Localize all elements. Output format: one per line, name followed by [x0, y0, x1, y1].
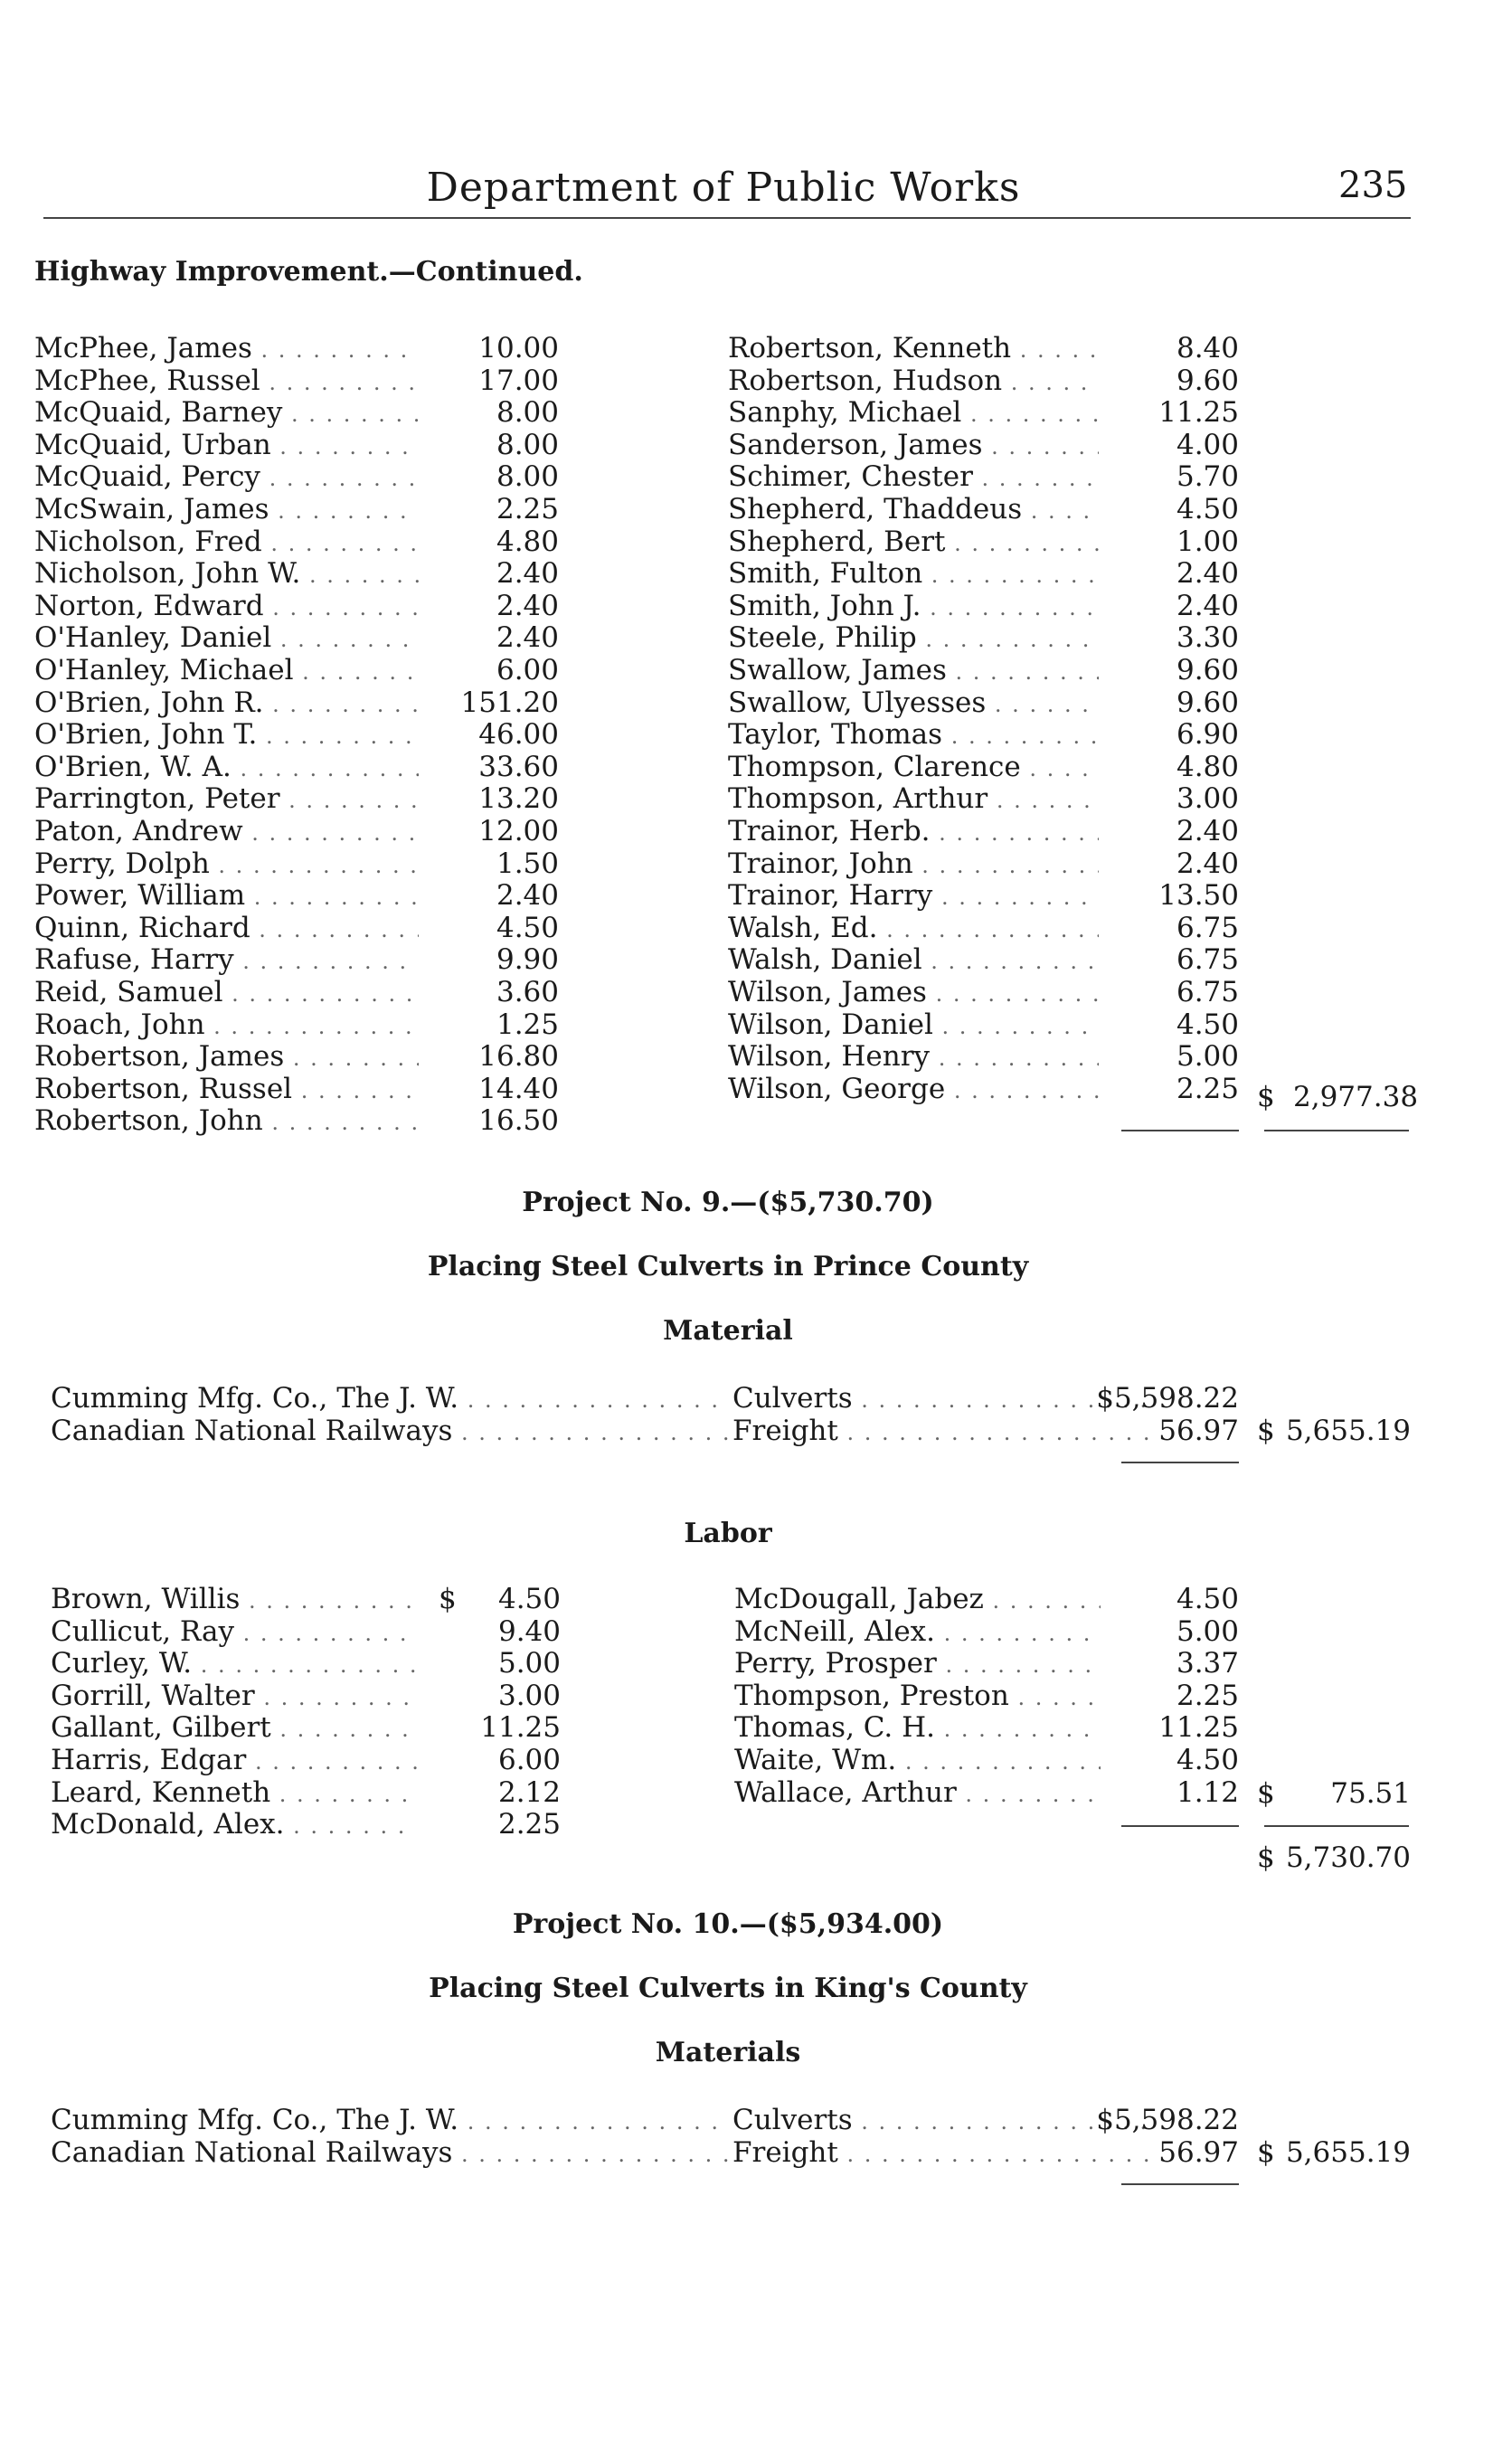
entry-amount: 16.50: [478, 1104, 559, 1138]
entry-amount: 3.60: [496, 976, 559, 1008]
material-amount: $5,598.22: [1096, 1382, 1239, 1415]
entry-name: O'Hanley, Michael . . .: [34, 654, 419, 688]
entry-name: Shepherd, Thaddeus . . .: [728, 493, 1099, 527]
entry-amount: 2.40: [1176, 557, 1239, 591]
entry-amount: 4.80: [1176, 750, 1239, 783]
material-supplier: Canadian National Railways . . .: [51, 1415, 729, 1449]
highway-entry-row: [34, 718, 559, 751]
highway-entry-row: [34, 879, 559, 912]
highway-entry-row: [34, 621, 559, 654]
material-row: [51, 2136, 1239, 2169]
highway-entry-row: [34, 751, 559, 783]
labor-entry-row: [51, 1647, 561, 1680]
material-item: Freight . . .: [732, 2136, 1148, 2171]
highway-entry-row: [34, 1104, 559, 1137]
entry-amount: 1.12: [1176, 1775, 1239, 1809]
project-9-labor-total-dollar: $: [1257, 1777, 1275, 1810]
highway-entry-row: [728, 751, 1239, 783]
material-supplier: Canadian National Railways . . .: [51, 2136, 729, 2171]
highway-entry-row: [34, 332, 559, 364]
highway-entry-row: [34, 429, 559, 461]
entry-name: Harris, Edgar . . .: [51, 1744, 417, 1778]
entry-name: Curley, W. . . .: [51, 1647, 417, 1681]
highway-entry-row: [728, 590, 1239, 622]
highway-entry-row: [728, 847, 1239, 880]
highway-total-amount: 2,977.38: [1293, 1081, 1419, 1113]
entry-name: Quinn, Richard . . .: [34, 912, 419, 946]
entry-name: Paton, Andrew . . .: [34, 815, 419, 849]
entry-name: Walsh, Ed. . . .: [728, 912, 1099, 946]
material-item: Culverts . . .: [732, 1382, 1148, 1416]
entry-name: McNeill, Alex. . . .: [734, 1615, 1101, 1650]
highway-entry-row: [728, 364, 1239, 397]
material-item: Freight . . .: [732, 1415, 1148, 1449]
entry-name: Roach, John . . .: [34, 1008, 419, 1043]
entry-amount: 2.40: [1176, 815, 1239, 847]
entry-amount: 4.50: [497, 1583, 561, 1615]
project-9-labor-rule: [1121, 1825, 1239, 1827]
entry-name: Power, William . . .: [34, 879, 419, 913]
entry-amount: 151.20: [460, 686, 559, 719]
highway-entry-row: [728, 782, 1239, 815]
entry-amount: 13.20: [478, 782, 559, 816]
entry-name: Norton, Edward . . .: [34, 590, 419, 624]
header-rule: [43, 217, 1411, 219]
entry-amount: 3.37: [1176, 1647, 1239, 1680]
labor-entry-row: [51, 1615, 561, 1648]
entry-name: O'Brien, W. A. . . .: [34, 751, 419, 785]
entry-name: Schimer, Chester . . .: [728, 460, 1099, 495]
material-supplier: Cumming Mfg. Co., The J. W. . . .: [51, 1382, 729, 1416]
entry-amount: 13.50: [1158, 879, 1239, 913]
project-9-material-rule: [1121, 1462, 1239, 1463]
entry-name: Thomas, C. H. . . .: [734, 1711, 1101, 1746]
page-header-title: Department of Public Works: [426, 165, 1021, 211]
entry-amount: 17.00: [478, 364, 559, 397]
highway-entry-row: [728, 718, 1239, 751]
project-9-grand-total-dollar: $: [1257, 1841, 1275, 1874]
highway-sum-rule: [1121, 1130, 1239, 1131]
entry-amount: 6.75: [1176, 911, 1239, 944]
highway-entry-row: [728, 943, 1239, 976]
highway-entry-row: [34, 460, 559, 493]
entry-amount: 2.40: [496, 879, 559, 913]
entry-name: McPhee, James . . .: [34, 332, 419, 366]
entry-name: McDonald, Alex. . . .: [51, 1808, 417, 1842]
entry-name: Perry, Prosper . . .: [734, 1647, 1101, 1681]
labor-entry-row: [734, 1744, 1239, 1776]
entry-name: McQuaid, Urban . . .: [34, 429, 419, 463]
entry-name: Walsh, Daniel . . .: [728, 943, 1099, 978]
highway-entry-row: [34, 782, 559, 815]
material-row: [51, 1382, 1239, 1415]
entry-name: Robertson, Hudson . . .: [728, 364, 1099, 399]
entry-amount: 4.50: [1176, 1744, 1239, 1776]
entry-name: Robertson, James . . .: [34, 1040, 419, 1074]
highway-entry-row: [728, 557, 1239, 590]
project-9-total-rule: [1264, 1825, 1409, 1827]
entry-amount: 2.40: [1176, 847, 1239, 880]
entry-name: Robertson, Kenneth . . .: [728, 332, 1099, 366]
entry-name: Thompson, Preston . . .: [734, 1680, 1101, 1714]
entry-amount: 2.12: [497, 1775, 561, 1809]
entry-amount: 8.00: [496, 396, 559, 430]
entry-amount: 8.40: [1176, 332, 1239, 364]
entry-name: McQuaid, Barney . . .: [34, 396, 419, 431]
entry-amount: 11.25: [480, 1711, 561, 1745]
entry-name: McSwain, James . . .: [34, 493, 419, 527]
entry-amount: 1.25: [496, 1008, 559, 1041]
entry-amount: 3.00: [1176, 782, 1239, 816]
entry-name: O'Brien, John T. . . .: [34, 718, 419, 752]
entry-amount: 11.25: [1158, 1711, 1239, 1745]
labor-entry-row: [734, 1711, 1239, 1744]
labor-entry-row: [51, 1680, 561, 1712]
entry-name: Parrington, Peter . . .: [34, 782, 419, 817]
page-number: 235: [1338, 165, 1408, 206]
highway-entry-row: [34, 557, 559, 590]
material-amount: 56.97: [1158, 1414, 1239, 1447]
entry-amount: 5.00: [1176, 1040, 1239, 1074]
entry-amount: 3.30: [1176, 621, 1239, 655]
entry-name: Taylor, Thomas . . .: [728, 718, 1099, 752]
entry-name: McPhee, Russel . . .: [34, 364, 419, 399]
highway-entry-row: [728, 912, 1239, 944]
project-10-material-heading: Materials: [655, 2037, 801, 2068]
entry-amount: 2.25: [1176, 1679, 1239, 1712]
entry-name: Robertson, Russel . . .: [34, 1073, 419, 1107]
highway-entry-row: [34, 1040, 559, 1073]
highway-total-rule: [1264, 1130, 1409, 1131]
highway-entry-row: [34, 1073, 559, 1105]
entry-name: Gallant, Gilbert . . .: [51, 1711, 417, 1746]
labor-entry-row: [734, 1680, 1239, 1712]
entry-name: Perry, Dolph . . .: [34, 847, 419, 882]
entry-name: O'Brien, John R. . . .: [34, 686, 419, 721]
highway-entry-row: [34, 912, 559, 944]
entry-name: Waite, Wm. . . .: [734, 1744, 1101, 1778]
entry-name: Rafuse, Harry . . .: [34, 943, 419, 978]
project-9-material-total: 5,655.19: [1285, 1415, 1411, 1447]
entry-amount: 6.00: [496, 654, 559, 686]
entry-amount: 6.90: [1176, 718, 1239, 752]
highway-entry-row: [728, 429, 1239, 461]
highway-entry-row: [728, 1073, 1239, 1105]
entry-name: Sanderson, James . . .: [728, 429, 1099, 463]
project-10-material-rule: [1121, 2183, 1239, 2185]
entry-amount: 16.80: [478, 1040, 559, 1074]
entry-amount: 6.75: [1176, 976, 1239, 1008]
entry-amount: 46.00: [478, 718, 559, 752]
entry-amount: 5.70: [1176, 460, 1239, 494]
entry-name: Trainor, Herb. . . .: [728, 815, 1099, 849]
entry-amount: 2.25: [1176, 1072, 1239, 1105]
entry-name: Thompson, Arthur . . .: [728, 782, 1099, 817]
entry-name: Wilson, James . . .: [728, 976, 1099, 1010]
entry-amount: 9.90: [496, 943, 559, 977]
labor-entry-row: [51, 1583, 561, 1615]
entry-name: Smith, Fulton . . .: [728, 557, 1099, 592]
labor-entry-row: [51, 1808, 561, 1841]
labor-entry-row: [734, 1776, 1239, 1809]
highway-entry-row: [728, 686, 1239, 719]
entry-amount: 2.25: [497, 1808, 561, 1841]
project-9-labor-heading: Labor: [684, 1518, 772, 1549]
entry-amount: 3.00: [497, 1679, 561, 1712]
entry-name: Swallow, Ulyesses . . .: [728, 686, 1099, 721]
labor-entry-row: [734, 1647, 1239, 1680]
highway-entry-row: [34, 590, 559, 622]
highway-entry-row: [34, 654, 559, 686]
entry-name: O'Hanley, Daniel . . .: [34, 621, 419, 656]
entry-name: Brown, Willis . . .: [51, 1583, 417, 1617]
material-item: Culverts . . .: [732, 2104, 1148, 2138]
entry-amount: 14.40: [478, 1072, 559, 1105]
entry-amount: 11.25: [1158, 396, 1239, 430]
highway-entry-row: [728, 332, 1239, 364]
highway-entry-row: [728, 976, 1239, 1008]
entry-amount: 2.40: [496, 589, 559, 622]
highway-entry-row: [728, 1008, 1239, 1041]
entry-amount: 4.00: [1176, 428, 1239, 461]
entry-name: Trainor, John . . .: [728, 847, 1099, 882]
highway-total-dollar: $: [1257, 1081, 1275, 1113]
entry-name: Wallace, Arthur . . .: [734, 1776, 1101, 1811]
entry-amount: 6.00: [497, 1744, 561, 1776]
highway-entry-row: [728, 815, 1239, 847]
project-10-heading: Project No. 10.—($5,934.00): [512, 1908, 944, 1940]
project-10-subheading: Placing Steel Culverts in King's County: [429, 1973, 1027, 2004]
entry-amount: 4.50: [1176, 493, 1239, 525]
entry-amount: 1.50: [496, 847, 559, 880]
entry-name: Wilson, Daniel . . .: [728, 1008, 1099, 1043]
entry-amount: 4.80: [496, 525, 559, 558]
entry-amount: 5.00: [497, 1647, 561, 1680]
entry-amount: 6.75: [1176, 943, 1239, 977]
labor-entry-row: [51, 1744, 561, 1776]
entry-name: Reid, Samuel . . .: [34, 976, 419, 1010]
entry-name: Cullicut, Ray . . .: [51, 1615, 417, 1650]
entry-amount: 5.00: [1176, 1614, 1239, 1648]
highway-entry-row: [34, 525, 559, 558]
entry-name: Thompson, Clarence . . .: [728, 751, 1099, 785]
project-9-material-heading: Material: [663, 1315, 793, 1347]
entry-name: McQuaid, Percy . . .: [34, 460, 419, 495]
entry-name: Trainor, Harry . . .: [728, 879, 1099, 913]
entry-name: Wilson, Henry . . .: [728, 1040, 1099, 1074]
project-9-labor-dollar: $: [439, 1583, 457, 1615]
highway-entry-row: [728, 879, 1239, 912]
project-9-material-total-dollar: $: [1257, 1415, 1275, 1447]
material-row: [51, 1415, 1239, 1447]
entry-name: Swallow, James . . .: [728, 654, 1099, 688]
entry-amount: 4.50: [1176, 1583, 1239, 1615]
entry-amount: 2.25: [496, 493, 559, 525]
entry-amount: 8.00: [496, 428, 559, 461]
labor-entry-row: [51, 1711, 561, 1744]
entry-amount: 8.00: [496, 460, 559, 494]
entry-amount: 33.60: [478, 750, 559, 783]
highway-entry-row: [728, 460, 1239, 493]
highway-entry-row: [728, 396, 1239, 429]
entry-amount: 9.60: [1176, 364, 1239, 397]
material-amount: $5,598.22: [1096, 2104, 1239, 2136]
entry-amount: 12.00: [478, 815, 559, 847]
entry-amount: 9.60: [1176, 654, 1239, 686]
project-10-material-total-dollar: $: [1257, 2136, 1275, 2169]
entry-name: Robertson, John . . .: [34, 1104, 419, 1139]
labor-entry-row: [734, 1615, 1239, 1648]
material-row: [51, 2104, 1239, 2136]
highway-entry-row: [34, 847, 559, 880]
highway-entry-row: [728, 493, 1239, 525]
project-9-labor-total: 75.51: [1330, 1777, 1411, 1810]
highway-entry-row: [728, 621, 1239, 654]
entry-name: Shepherd, Bert . . .: [728, 525, 1099, 560]
highway-entry-row: [34, 493, 559, 525]
highway-entry-row: [34, 396, 559, 429]
entry-name: Steele, Philip . . .: [728, 621, 1099, 656]
entry-amount: 9.60: [1176, 686, 1239, 719]
highway-entry-row: [728, 654, 1239, 686]
entry-name: Leard, Kenneth . . .: [51, 1776, 417, 1811]
labor-entry-row: [734, 1583, 1239, 1615]
highway-entry-row: [34, 1008, 559, 1041]
entry-name: Nicholson, Fred . . .: [34, 525, 419, 560]
entry-name: Nicholson, John W. . . .: [34, 557, 419, 592]
entry-amount: 9.40: [497, 1614, 561, 1648]
entry-amount: 4.50: [1176, 1008, 1239, 1041]
labor-entry-row: [51, 1776, 561, 1809]
project-9-grand-total: 5,730.70: [1285, 1841, 1411, 1874]
highway-entry-row: [34, 364, 559, 397]
material-amount: 56.97: [1158, 2135, 1239, 2169]
entry-amount: 4.50: [496, 911, 559, 944]
highway-entry-row: [34, 976, 559, 1008]
highway-entry-row: [728, 1040, 1239, 1073]
entry-amount: 2.40: [1176, 589, 1239, 622]
project-9-heading: Project No. 9.—($5,730.70): [522, 1187, 934, 1218]
entry-name: Smith, John J. . . .: [728, 590, 1099, 624]
highway-entry-row: [728, 525, 1239, 558]
highway-entry-row: [34, 943, 559, 976]
entry-amount: 2.40: [496, 557, 559, 591]
entry-name: Sanphy, Michael . . .: [728, 396, 1099, 431]
project-9-subheading: Placing Steel Culverts in Prince County: [427, 1251, 1029, 1283]
section-title: Highway Improvement.—Continued.: [34, 256, 583, 288]
entry-name: Wilson, George . . .: [728, 1073, 1099, 1107]
entry-amount: 10.00: [478, 332, 559, 364]
highway-entry-row: [34, 815, 559, 847]
entry-amount: 2.40: [496, 621, 559, 655]
highway-entry-row: [34, 686, 559, 719]
project-10-material-total: 5,655.19: [1285, 2136, 1411, 2169]
material-supplier: Cumming Mfg. Co., The J. W. . . .: [51, 2104, 729, 2138]
entry-amount: 1.00: [1176, 525, 1239, 558]
entry-name: McDougall, Jabez . . .: [734, 1583, 1101, 1617]
entry-name: Gorrill, Walter . . .: [51, 1680, 417, 1714]
